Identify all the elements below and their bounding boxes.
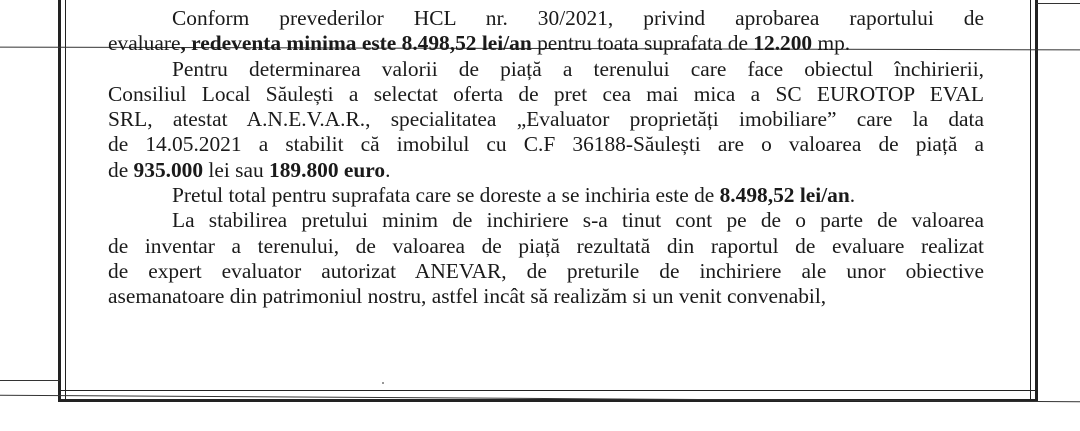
text-line [108,107,984,132]
bold-text: 189.800 euro [269,157,386,182]
text-line [108,57,984,82]
text-run: Conform prevederilor HCL nr. 30/2021, privind aprobarea raportului de [172,6,984,30]
scan-speck [382,382,384,384]
text-run: Pretul total pentru suprafata care se doreste a se inchiria este de [172,183,720,208]
bold-text: 935.000 [133,157,204,182]
page-frame-right [1030,0,1038,400]
text-run: de expert evaluator autorizat ANEVAR, de preturile de inchiriere ale unor obiective [108,258,984,283]
text-line [108,259,984,284]
text-run: pentru toata suprafata de [531,31,754,56]
bold-text: 8.498,52 lei/an [719,183,850,208]
text-run: de 14.05.2021 a stabilit că imobilul cu C.F 36188-Săulești are o valoarea de piață a [108,132,984,157]
text-line [108,132,984,157]
text-run: mp. [812,31,851,56]
page-frame-left [58,0,66,400]
text-line [108,158,984,183]
text-line [108,31,984,56]
text-line [108,234,984,259]
text-run: Consiliul Local Săulești a selectat oferta de pret cea mai mica a SC EUROTOP EVAL [108,81,984,106]
text-run: SRL, atestat A.N.E.V.A.R., specialitatea „Evaluator proprietăți imobiliare” care la data [108,107,984,132]
text-line [108,183,984,208]
text-run: lei sau [203,157,270,182]
scan-top-line [1036,3,1080,4]
text-run: La stabilirea pretului minim de inchiriere s-a tinut cont pe de o parte de valoarea [172,208,984,233]
document-body [108,6,984,310]
text-run: . [849,183,856,208]
text-run: evaluare [108,31,181,56]
bold-text: , redeventa minima este 8.498,52 lei/an [180,31,532,56]
text-run: asemanatoare din patrimoniul nostru, astfel incât să realizăm si un venit convenabil, [108,284,827,309]
text-line [108,82,984,107]
text-run: de inventar a terenului, de valoarea de piață rezultată din raportul de evaluare realizat [108,233,984,258]
bold-text: 12.200 [753,31,813,56]
text-line [108,284,984,309]
text-run: Pentru determinarea valorii de piață a terenului care face obiectul închirierii, [172,56,984,81]
text-line [108,6,984,31]
scan-margin-line [0,380,60,381]
text-run: de [108,157,134,182]
text-run: . [385,157,391,182]
text-line [108,208,984,233]
